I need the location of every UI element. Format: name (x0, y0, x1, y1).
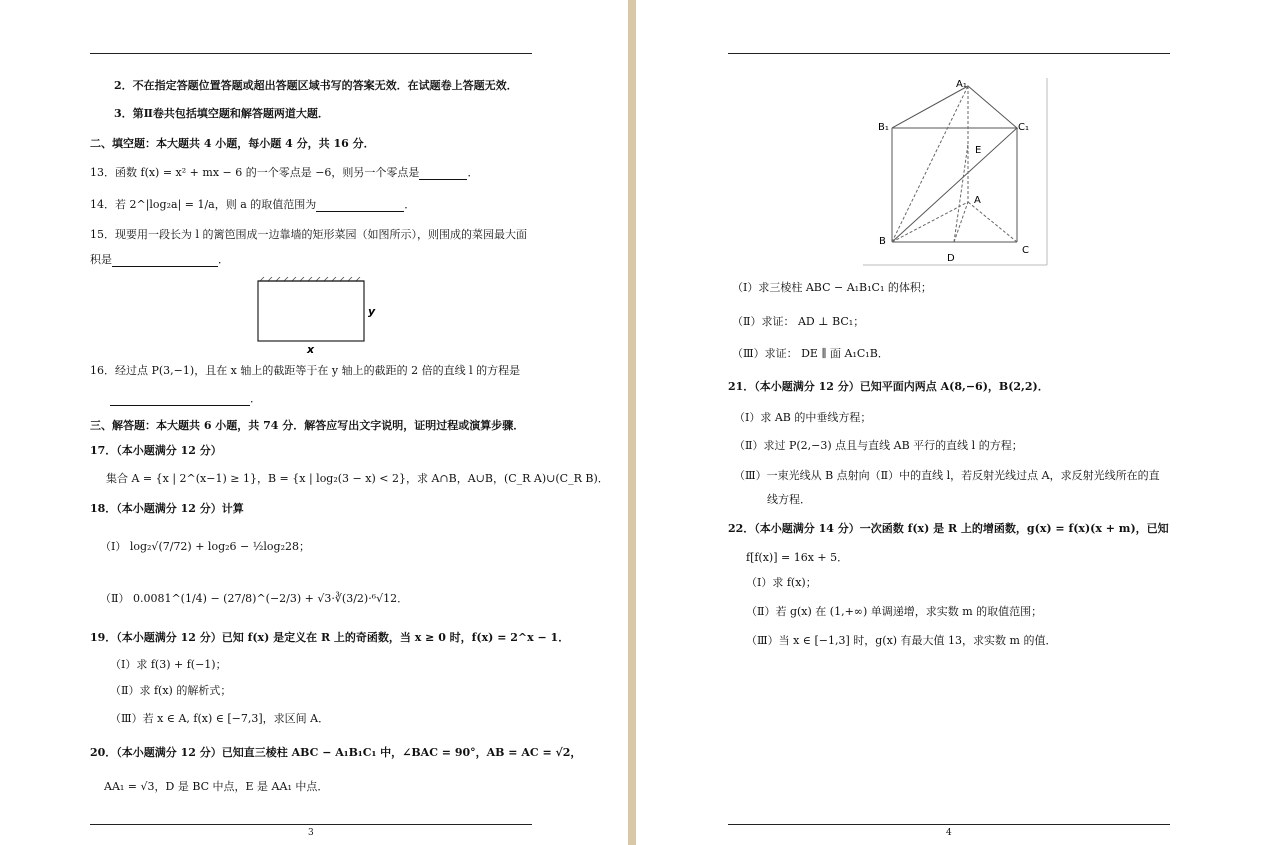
segment-bc1 (892, 128, 1017, 242)
question-22-part3: （Ⅲ）当 x ∈ [−1,3] 时，g(x) 有最大值 13，求实数 m 的值． (746, 634, 1057, 647)
question-14 (90, 198, 415, 212)
question-22-part2: （Ⅱ）若 g(x) 在 (1,+∞) 单调递增，求实数 m 的取值范围； (746, 605, 1043, 618)
question-17-heading: 17．（本小题满分 12 分） (90, 444, 222, 457)
question-16-end: ． (250, 392, 261, 405)
label-x: x (307, 343, 315, 355)
top-face (892, 86, 1017, 128)
question-21-part2: （Ⅱ）求过 P(2,−3) 点且与直线 AB 平行的直线 l 的方程； (734, 439, 1023, 452)
page-number: 3 (308, 828, 314, 838)
footer-rule (728, 824, 1170, 825)
question-18-part2: （Ⅱ） 0.0081^(1/4) − (27/8)^(−2/3) + √3·∛(3/2)·⁶√12． (100, 592, 409, 605)
question-19-part3: （Ⅲ）若 x ∈ A, f(x) ∈ [−7,3]，求区间 A． (110, 712, 330, 725)
answer-blank-15[interactable] (112, 266, 218, 267)
garden-figure (250, 275, 380, 355)
question-21-part3-line1: （Ⅲ）一束光线从 B 点射向（Ⅱ）中的直线 l，若反射光线过点 A，求反射光线所在的直 (734, 469, 1160, 482)
question-15-line2 (90, 253, 229, 267)
question-20-cont: AA₁ = √3，D 是 BC 中点，E 是 AA₁ 中点． (104, 780, 329, 793)
question-21-heading: 21．（本小题满分 12 分）已知平面内两点 A(8,−6)，B(2,2)． (728, 380, 1049, 393)
question-13-end: ． (467, 166, 479, 179)
label-e: E (975, 145, 982, 156)
footer-rule (90, 824, 532, 825)
hidden-lines (892, 86, 1017, 242)
label-b: B (879, 236, 886, 247)
question-15-text: 积是 (90, 253, 112, 266)
label-c1: C₁ (1018, 122, 1029, 133)
label-y: y (368, 305, 376, 318)
question-22-part1: （Ⅰ）求 f(x)； (746, 576, 817, 589)
question-14-text: 14．若 2^|log₂a| = 1/a，则 a 的取值范围为 (90, 198, 317, 211)
question-19-part2: （Ⅱ）求 f(x) 的解析式； (110, 684, 232, 697)
note-3: 3．第Ⅱ卷共包括填空题和解答题两道大题． (114, 107, 329, 120)
header-rule (90, 53, 532, 54)
question-14-end: ． (404, 198, 416, 211)
question-19-part1: （Ⅰ）求 f(3) + f(−1)； (110, 658, 227, 671)
section-2-heading: 二、填空题：本大题共 4 小题，每小题 4 分，共 16 分． (90, 137, 375, 150)
label-d: D (947, 253, 955, 264)
page-3 (0, 0, 628, 845)
question-20-part1: （Ⅰ）求三棱柱 ABC − A₁B₁C₁ 的体积； (732, 281, 932, 294)
page-number: 4 (946, 828, 952, 838)
answer-blank-16[interactable] (110, 405, 250, 406)
section-3-heading: 三、解答题：本大题共 6 小题，共 74 分．解答应写出文字说明，证明过程或演算步骤． (90, 419, 525, 432)
question-13-text: 13．函数 f(x) = x² + mx − 6 的一个零点是 −6，则另一个零点是 (90, 166, 420, 179)
question-20-part2: （Ⅱ）求证： AD ⊥ BC₁； (732, 315, 865, 328)
question-22-condition: f[f(x)] = 16x + 5． (746, 551, 849, 564)
question-18-part1: （Ⅰ） log₂√(7/72) + log₂6 − ½log₂28； (100, 540, 310, 553)
question-16-line1: 16．经过点 P(3,−1)，且在 x 轴上的截距等于在 y 轴上的截距的 2 倍的直线 l 的方程是 (90, 364, 521, 377)
question-21-part1: （Ⅰ）求 AB 的中垂线方程； (734, 411, 872, 424)
label-a: A (974, 195, 981, 206)
question-15-end: ． (218, 253, 229, 266)
question-13 (90, 166, 478, 180)
question-20-heading: 20．（本小题满分 12 分）已知直三棱柱 ABC − A₁B₁C₁ 中，∠BAC = 90°，AB = AC = √2， (90, 746, 582, 759)
label-c: C (1022, 245, 1029, 256)
page-4 (636, 0, 1261, 845)
prism-figure (860, 74, 1050, 269)
question-17-body: 集合 A = {x | 2^(x−1) ≥ 1}，B = {x | log₂(3 − x) < 2}，求 A∩B，A∪B，(C_R A)∪(C_R B)． (106, 472, 609, 485)
question-16-line2 (110, 392, 261, 406)
note-2: 2．不在指定答题位置答题或超出答题区域书写的答案无效．在试题卷上答题无效． (114, 79, 518, 92)
label-a1: A₁ (956, 79, 967, 90)
question-18-heading: 18．（本小题满分 12 分）计算 (90, 502, 244, 515)
header-rule (728, 53, 1170, 54)
label-b1: B₁ (878, 122, 889, 133)
question-20-part3: （Ⅲ）求证： DE ∥ 面 A₁C₁B． (732, 347, 889, 360)
garden-rect (258, 281, 364, 341)
question-22-heading: 22．（本小题满分 14 分）一次函数 f(x) 是 R 上的增函数，g(x) = f(x)(x + m)，已知 (728, 522, 1169, 535)
question-15-line1: 15．现要用一段长为 l 的篱笆围成一边靠墙的矩形菜园（如图所示），则围成的菜园最大面 (90, 228, 528, 241)
question-21-part3-line2: 线方程． (767, 493, 811, 506)
page-gutter (628, 0, 636, 845)
answer-blank-13[interactable] (419, 179, 467, 180)
answer-blank-14[interactable] (316, 211, 404, 212)
question-19-heading: 19．（本小题满分 12 分）已知 f(x) 是定义在 R 上的奇函数，当 x ≥ 0 时，f(x) = 2^x − 1． (90, 631, 570, 644)
wall-hatching (260, 277, 360, 281)
